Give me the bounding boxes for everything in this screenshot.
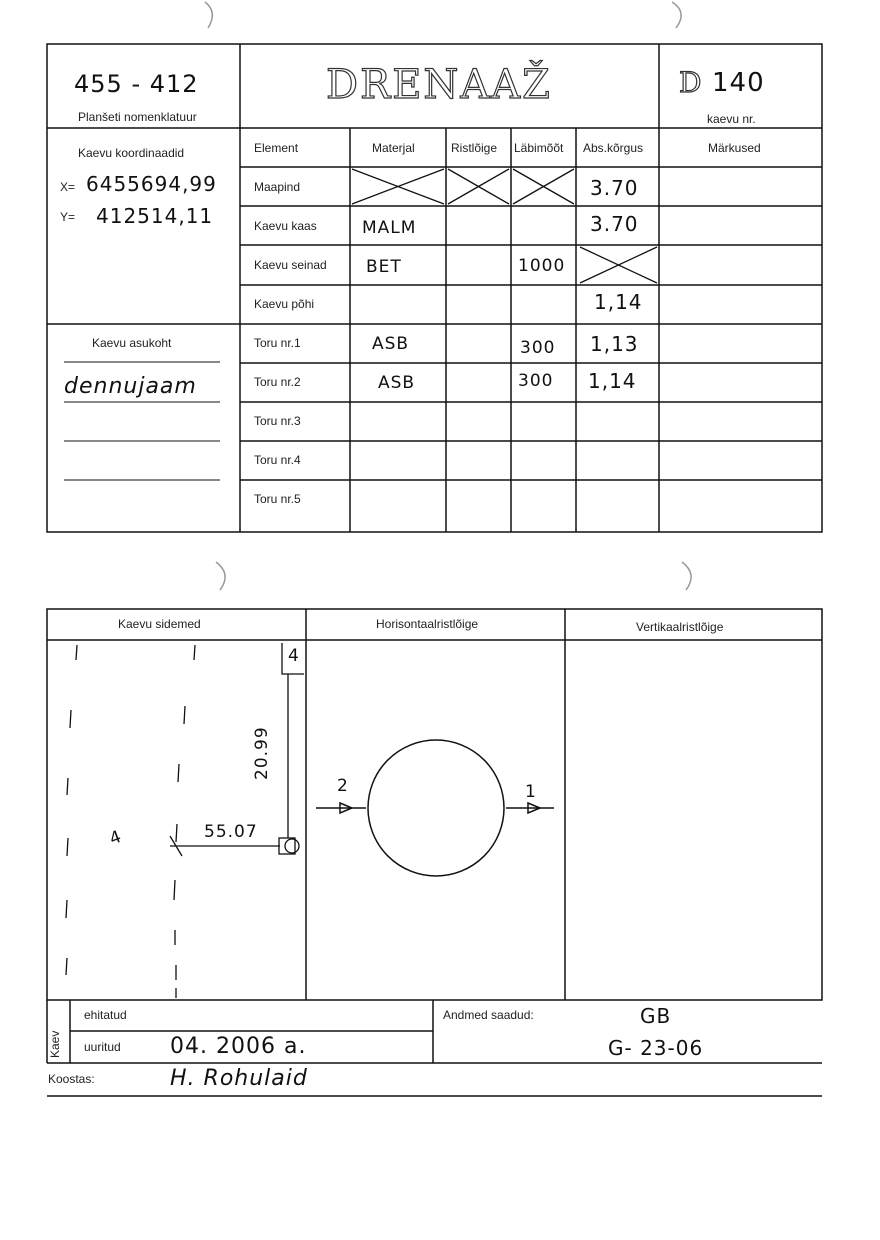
- row-element: Toru nr.5: [254, 492, 301, 506]
- tie-vertical-distance: 20.99: [252, 726, 272, 780]
- coords-y-value: 412514,11: [96, 204, 214, 228]
- horizontal-section-header: Horisontaalristlõige: [376, 617, 479, 631]
- row-element: Toru nr.4: [254, 453, 301, 467]
- material-value: ASB: [372, 334, 410, 354]
- coords-x-label: X=: [60, 180, 76, 194]
- abs-value: 3.70: [590, 176, 639, 200]
- table-header-notes: Märkused: [708, 141, 761, 155]
- coords-y-label: Y=: [60, 210, 76, 224]
- row-element: Toru nr.1: [254, 336, 301, 350]
- pipe-right-label: 1: [525, 782, 537, 802]
- koostas-value: H. Rohulaid: [170, 1066, 308, 1091]
- andmed-label: Andmed saadud:: [443, 1008, 534, 1022]
- ehitatud-label: ehitatud: [84, 1008, 127, 1022]
- pipe-left-label: 2: [337, 776, 349, 796]
- material-value: ASB: [378, 373, 416, 393]
- well-number-prefix: D: [679, 66, 704, 99]
- koostas-label: Koostas:: [48, 1072, 95, 1086]
- diameter-value: 300: [520, 338, 556, 358]
- location-label: Kaevu asukoht: [92, 336, 172, 350]
- material-value: MALM: [362, 218, 417, 238]
- row-element: Toru nr.2: [254, 375, 301, 389]
- form-title: DRENAAŽ: [326, 62, 552, 108]
- coords-label: Kaevu koordinaadid: [78, 146, 185, 160]
- vertical-section-header: Vertikaalristlõige: [636, 620, 724, 634]
- table-header-cross: Ristlõige: [451, 141, 498, 155]
- nomenclature-label: Planšeti nomenklatuur: [78, 110, 197, 124]
- location-value: dennujaam: [64, 374, 197, 399]
- nomenclature-value: 455 - 412: [74, 70, 199, 98]
- well-number-label: kaevu nr.: [707, 112, 756, 126]
- table-header-element: Element: [254, 141, 299, 155]
- row-element: Kaevu põhi: [254, 297, 315, 311]
- row-element: Kaevu kaas: [254, 219, 317, 233]
- table-header-abs: Abs.kõrgus: [583, 141, 644, 155]
- well-number-value: 140: [712, 68, 765, 98]
- row-element: Maapind: [254, 180, 301, 194]
- row-element: Toru nr.3: [254, 414, 301, 428]
- diameter-value: 1000: [518, 256, 566, 276]
- andmed-value-2: G- 23-06: [608, 1036, 704, 1060]
- uuritud-value: 04. 2006 a.: [170, 1034, 307, 1059]
- kaev-label: Kaev: [48, 1030, 62, 1058]
- row-element: Kaevu seinad: [254, 258, 327, 272]
- tie-point-label: 4: [106, 826, 125, 850]
- table-header-diameter: Läbimõõt: [514, 141, 564, 155]
- uuritud-label: uuritud: [84, 1040, 121, 1054]
- tie-corner-label: 4: [288, 646, 300, 666]
- material-value: BET: [366, 257, 402, 277]
- ties-header: Kaevu sidemed: [118, 617, 201, 631]
- abs-value: 1,14: [588, 369, 637, 393]
- abs-value: 1,14: [594, 290, 643, 314]
- andmed-value-1: GB: [640, 1004, 672, 1028]
- abs-value: 3.70: [590, 212, 639, 236]
- diameter-value: 300: [518, 371, 554, 391]
- tie-horizontal-distance: 55.07: [204, 822, 258, 842]
- coords-x-value: 6455694,99: [86, 172, 217, 196]
- table-header-material: Materjal: [372, 141, 415, 155]
- abs-value: 1,13: [590, 332, 639, 356]
